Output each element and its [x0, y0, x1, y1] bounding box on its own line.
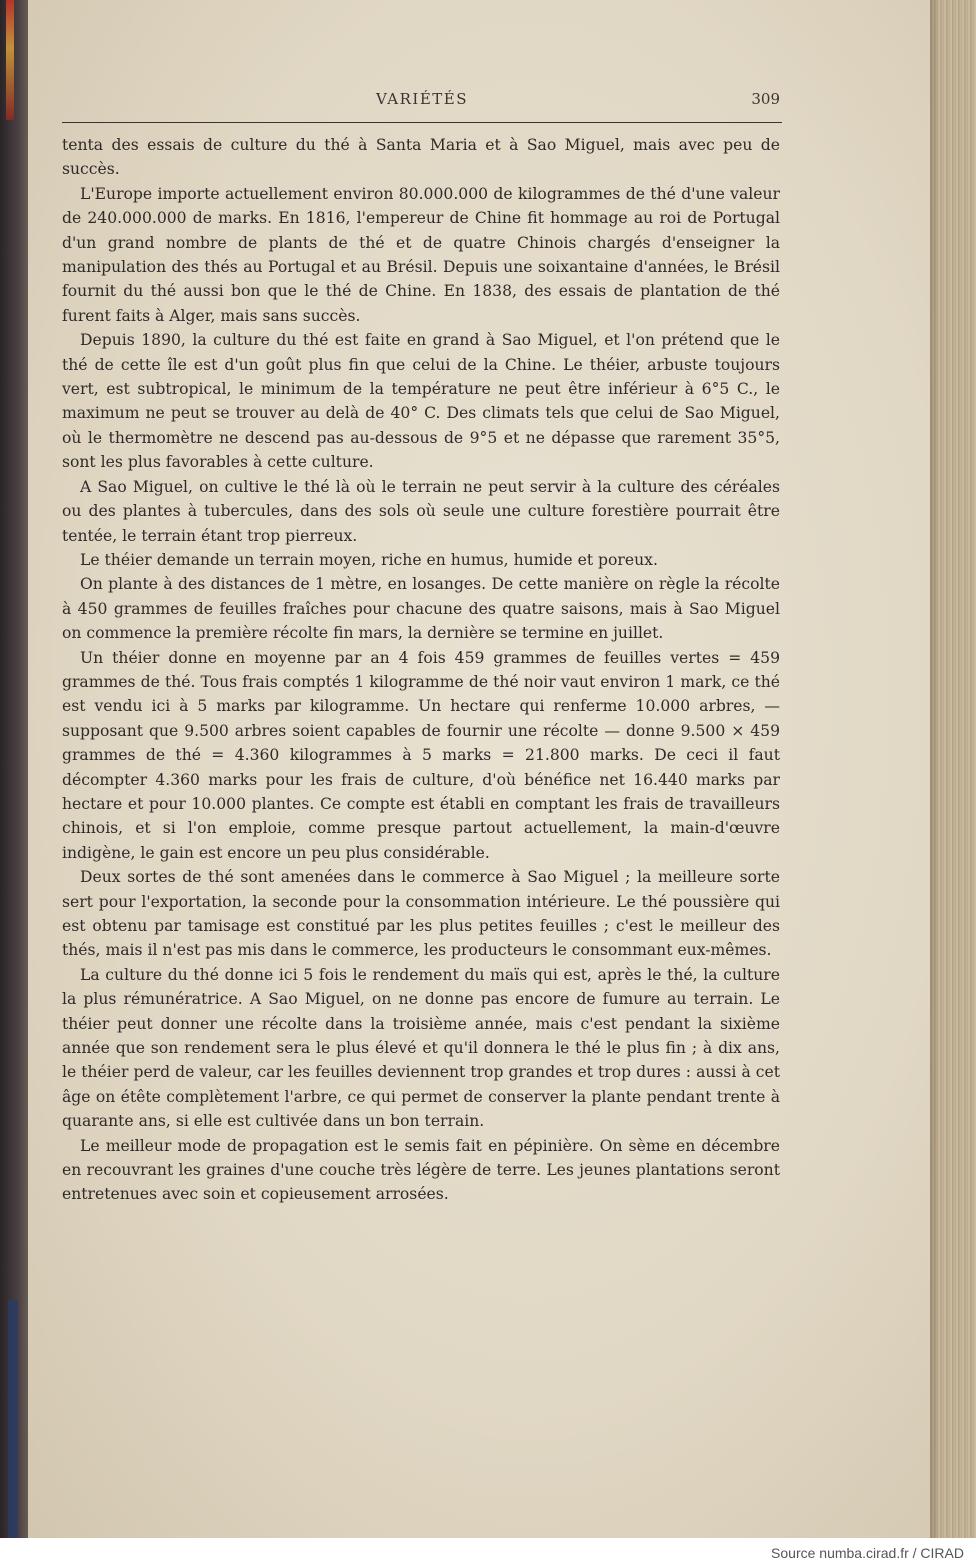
page-number: 309	[751, 90, 780, 108]
paragraph: Depuis 1890, la culture du thé est faite en grand à Sao Miguel, et l'on prétend que le thé de cette île est d'un goût plus fin que celui de la Chine. Le théier, arbuste toujours vert, est subtropical, le minimum de la température ne peut être inférieur à 6°5 C., le maximum ne peut se trouver au delà de 40° C. Des climats tels que celui de Sao Miguel, où le thermomètre ne descend pas au-dessous de 9°5 et ne dépasse que rarement 35°5, sont les plus favorables à cette culture.	[62, 331, 780, 472]
paragraph: Deux sortes de thé sont amenées dans le commerce à Sao Miguel ; la meilleure sorte sert pour l'exportation, la seconde pour la consommation intérieure. Le thé poussière qui est obtenu par tamisage est constitué par les plus petites feuilles ; c'est le meilleur des thés, mais il n'est pas mis dans le commerce, les producteurs le consommant eux-mêmes.	[62, 868, 780, 960]
paragraph: La culture du thé donne ici 5 fois le rendement du maïs qui est, après le thé, la culture la plus rémunératrice. A Sao Miguel, on ne donne pas encore de fumure au terrain. Le théier peut donner une récolte dans la troisième année, mais c'est pendant la sixième année que son rendement sera le plus élevé et qu'il donnera le thé le plus fin ; à dix ans, le théier perd de valeur, car les feuilles deviennent trop grandes et trop dures : aussi à cet âge on étête complètement l'arbre, ce qui permet de conserver la plante pendant trente à quarante ans, si elle est cultivée dans un bon terrain.	[62, 965, 780, 1131]
source-credit: Source numba.cirad.fr / CIRAD	[771, 1545, 964, 1561]
paragraph: Un théier donne en moyenne par an 4 fois 459 grammes de feuilles vertes = 459 grammes de thé. Tous frais comptés 1 kilogramme de thé noir vaut environ 1 mark, ce thé est vendu ici à 5 marks par kilogramme. Un hectare qui renferme 10.000 arbres, — supposant que 9.500 arbres soient capables de fournir une récolte — donne 9.500 × 459 grammes de thé = 4.360 kilogrammes à 5 marks = 21.800 marks. De ceci il faut décompter 4.360 marks pour les frais de culture, d'où bénéfice net 16.440 marks par hectare et pour 10.000 plantes. Ce compte est établi en comptant les frais de travailleurs chinois, et si l'on emploie, comme presque partout actuellement, la main-d'œuvre indigène, le gain est encore un peu plus considérable.	[62, 648, 780, 862]
running-title: VARIÉTÉS	[375, 90, 469, 108]
article-body	[62, 133, 780, 1207]
paragraph: On plante à des distances de 1 mètre, en losanges. De cette manière on règle la récolte à 450 grammes de feuilles fraîches pour chacune des quatre saisons, mais à Sao Miguel on commence la première récolte fin mars, la dernière se termine en juillet.	[62, 575, 780, 643]
binding-cover-edge	[8, 1300, 18, 1538]
page-header	[62, 90, 782, 123]
paragraph: Le meilleur mode de propagation est le semis fait en pépinière. On sème en décembre en recouvrant les graines d'une couche très légère de terre. Les jeunes plantations seront entretenues avec soin et copieusement arrosées.	[62, 1136, 780, 1204]
paragraph: tenta des essais de culture du thé à Santa Maria et à Sao Miguel, mais avec peu de succès.	[62, 136, 780, 179]
page-edges	[930, 0, 976, 1538]
binding-ribbon	[6, 0, 14, 120]
page-edge-shadow	[930, 0, 940, 1538]
paragraph: A Sao Miguel, on cultive le thé là où le terrain ne peut servir à la culture des céréales ou des plantes à tubercules, dans des sols où seule une culture forestière pourrait être tentée, le terrain étant trop pierreux.	[62, 477, 780, 545]
paragraph: Le théier demande un terrain moyen, riche en humus, humide et poreux.	[80, 550, 658, 569]
book-binding	[0, 0, 30, 1538]
paragraph: L'Europe importe actuellement environ 80.000.000 de kilogrammes de thé d'une valeur de 240.000.000 de marks. En 1816, l'empereur de Chine fit hommage au roi de Portugal d'un grand nombre de plants de thé et de quatre Chinois chargés d'enseigner la manipulation des thés au Portugal et au Brésil. Depuis une soixantaine d'années, le Brésil fournit du thé aussi bon que le thé de Chine. En 1838, des essais de plantation de thé furent faits à Alger, mais sans succès.	[62, 184, 780, 325]
